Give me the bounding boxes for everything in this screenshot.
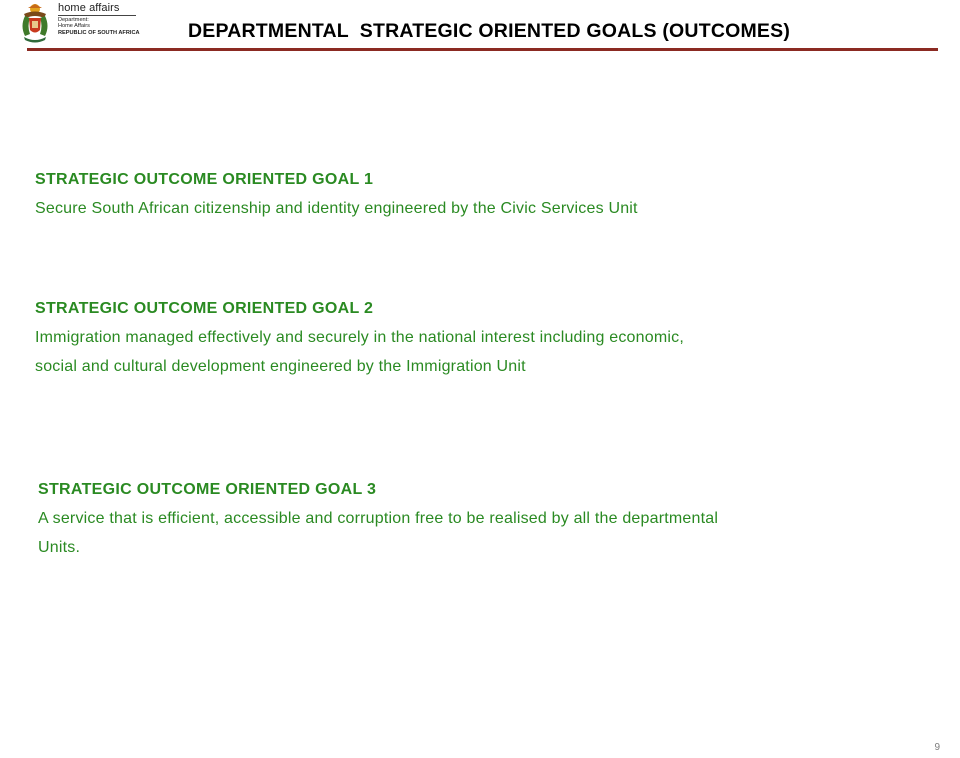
goal-2-line-2: social and cultural development engineered by the Immigration Unit (35, 358, 526, 375)
logo-line-republic: REPUBLIC OF SOUTH AFRICA (58, 29, 140, 36)
goal-2 (35, 294, 684, 381)
logo-divider (58, 15, 136, 16)
page-title: DEPARTMENTAL STRATEGIC ORIENTED GOALS (OUTCOMES) (188, 20, 791, 42)
logo-line-home-affairs: Home Affairs (58, 23, 90, 30)
goal-1-line-1: Secure South African citizenship and identity engineered by the Civic Services Unit (35, 200, 638, 217)
home-affairs-logo (18, 2, 148, 46)
page-number: 9 (934, 742, 940, 753)
goal-3-heading: STRATEGIC OUTCOME ORIENTED GOAL 3 (38, 481, 377, 498)
logo-name: home affairs (58, 2, 120, 14)
title-underline (27, 48, 938, 51)
logo-line-department: Department: (58, 17, 89, 23)
goal-1 (35, 165, 638, 223)
logo-text (58, 2, 140, 36)
goal-3-line-2: Units. (38, 539, 81, 556)
coat-of-arms-icon (18, 2, 52, 44)
goal-1-heading: STRATEGIC OUTCOME ORIENTED GOAL 1 (35, 171, 374, 188)
goal-3 (38, 475, 718, 562)
goal-2-line-1: Immigration managed effectively and securely in the national interest including economic, (35, 329, 684, 346)
goal-3-line-1: A service that is efficient, accessible and corruption free to be realised by all the departmental (38, 510, 719, 527)
goal-2-heading: STRATEGIC OUTCOME ORIENTED GOAL 2 (35, 300, 374, 317)
